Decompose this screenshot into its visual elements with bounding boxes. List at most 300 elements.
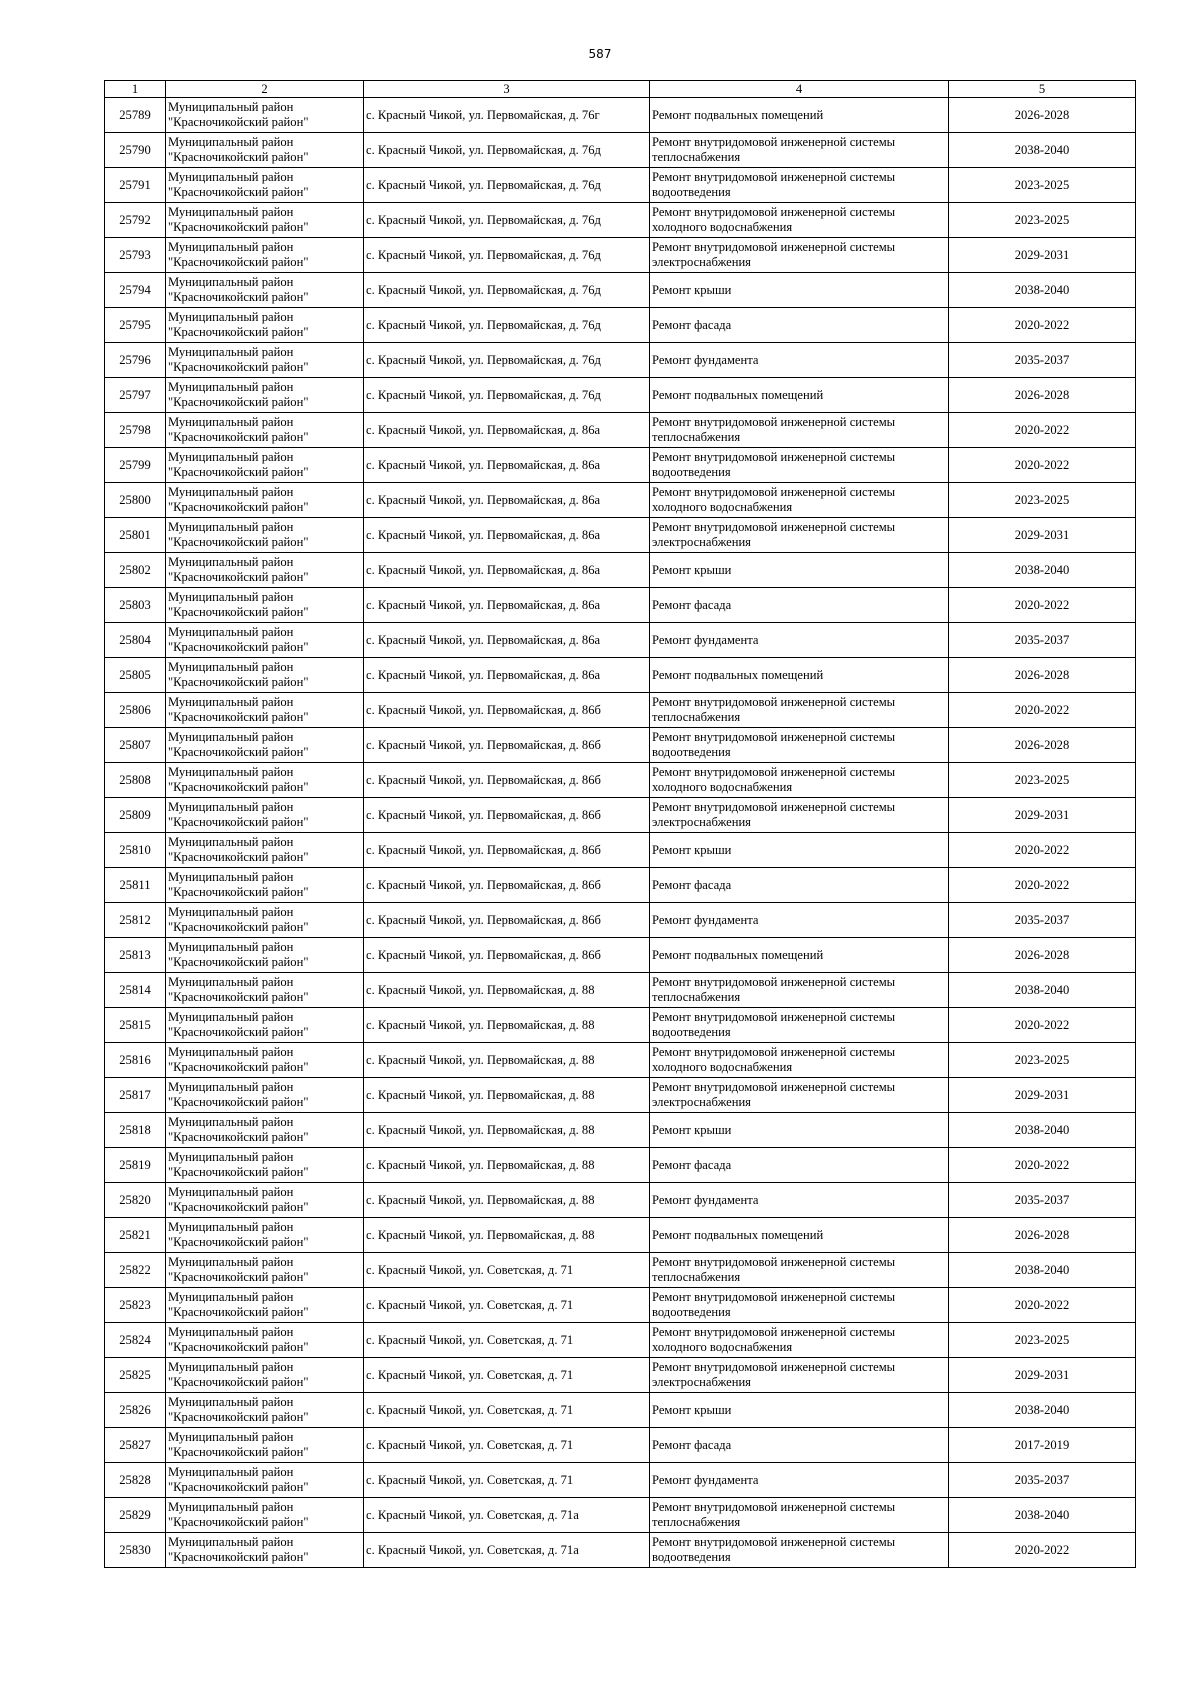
row-address: с. Красный Чикой, ул. Советская, д. 71а — [364, 1498, 650, 1533]
work-type-line: Ремонт внутридомовой инженерной системы — [652, 240, 896, 254]
row-number: 25822 — [105, 1253, 166, 1288]
row-number: 25794 — [105, 273, 166, 308]
district-line: "Красночикойский район" — [168, 1200, 309, 1214]
work-type-line: Ремонт внутридомовой инженерной системы — [652, 205, 896, 219]
row-period: 2038-2040 — [949, 1113, 1136, 1148]
row-district — [166, 938, 364, 973]
row-period: 2026-2028 — [949, 728, 1136, 763]
work-type-line: Ремонт фасада — [652, 597, 732, 612]
table-row — [105, 588, 1136, 623]
district-line: "Красночикойский район" — [168, 290, 309, 304]
row-work-type — [650, 1288, 949, 1323]
district-line: "Красночикойский район" — [168, 360, 309, 374]
row-district — [166, 448, 364, 483]
row-work-type — [650, 833, 949, 868]
table-row — [105, 203, 1136, 238]
row-work-type — [650, 623, 949, 658]
work-type-line: теплоснабжения — [652, 430, 741, 444]
row-number: 25803 — [105, 588, 166, 623]
row-district — [166, 833, 364, 868]
row-period: 2026-2028 — [949, 1218, 1136, 1253]
work-type-line: теплоснабжения — [652, 150, 741, 164]
row-work-type — [650, 1078, 949, 1113]
work-type-line: Ремонт внутридомовой инженерной системы — [652, 415, 896, 429]
district-line: "Красночикойский район" — [168, 115, 309, 129]
row-address: с. Красный Чикой, ул. Первомайская, д. 76д — [364, 133, 650, 168]
district-line: Муниципальный район — [168, 170, 294, 184]
row-number: 25797 — [105, 378, 166, 413]
row-period: 2020-2022 — [949, 413, 1136, 448]
row-work-type — [650, 1498, 949, 1533]
work-type-line: электроснабжения — [652, 815, 751, 829]
page-number: 587 — [588, 47, 612, 61]
row-work-type — [650, 938, 949, 973]
row-period: 2029-2031 — [949, 1358, 1136, 1393]
district-line: Муниципальный район — [168, 415, 294, 429]
district-line: Муниципальный район — [168, 310, 294, 324]
row-address: с. Красный Чикой, ул. Первомайская, д. 86а — [364, 553, 650, 588]
table-body — [105, 98, 1136, 1568]
row-period: 2029-2031 — [949, 1078, 1136, 1113]
work-type-line: Ремонт фасада — [652, 1437, 732, 1452]
work-type-line: Ремонт внутридомовой инженерной системы — [652, 1325, 896, 1339]
district-line: Муниципальный район — [168, 345, 294, 359]
district-line: Муниципальный район — [168, 1360, 294, 1374]
work-type-line: электроснабжения — [652, 1375, 751, 1389]
work-type-line: теплоснабжения — [652, 1270, 741, 1284]
capital-repair-table — [104, 80, 1136, 1568]
district-line: "Красночикойский район" — [168, 500, 309, 514]
row-number: 25811 — [105, 868, 166, 903]
work-type-line: электроснабжения — [652, 1095, 751, 1109]
table-row — [105, 1218, 1136, 1253]
row-number: 25828 — [105, 1463, 166, 1498]
row-period: 2035-2037 — [949, 1183, 1136, 1218]
work-type-line: Ремонт внутридомовой инженерной системы — [652, 695, 896, 709]
work-type-line: Ремонт крыши — [652, 1122, 732, 1137]
row-period: 2038-2040 — [949, 273, 1136, 308]
row-number: 25818 — [105, 1113, 166, 1148]
row-number: 25814 — [105, 973, 166, 1008]
district-line: "Красночикойский район" — [168, 1410, 309, 1424]
row-period: 2038-2040 — [949, 553, 1136, 588]
row-work-type — [650, 553, 949, 588]
row-work-type — [650, 168, 949, 203]
table-row — [105, 343, 1136, 378]
row-address: с. Красный Чикой, ул. Первомайская, д. 86б — [364, 798, 650, 833]
table-row — [105, 308, 1136, 343]
row-period: 2020-2022 — [949, 448, 1136, 483]
row-period: 2029-2031 — [949, 238, 1136, 273]
row-district — [166, 1323, 364, 1358]
work-type-line: Ремонт внутридомовой инженерной системы — [652, 1535, 896, 1549]
row-district — [166, 1463, 364, 1498]
row-number: 25798 — [105, 413, 166, 448]
table-row — [105, 448, 1136, 483]
work-type-line: Ремонт фундамента — [652, 1472, 759, 1487]
row-work-type — [650, 1463, 949, 1498]
table-row — [105, 1323, 1136, 1358]
district-line: "Красночикойский район" — [168, 1095, 309, 1109]
work-type-line: Ремонт крыши — [652, 842, 732, 857]
table-row — [105, 378, 1136, 413]
row-work-type — [650, 1113, 949, 1148]
work-type-line: водоотведения — [652, 1025, 731, 1039]
work-type-line: холодного водоснабжения — [652, 220, 793, 234]
work-type-line: водоотведения — [652, 465, 731, 479]
row-address: с. Красный Чикой, ул. Первомайская, д. 88 — [364, 1008, 650, 1043]
work-type-line: теплоснабжения — [652, 990, 741, 1004]
row-district — [166, 1078, 364, 1113]
table-row — [105, 1078, 1136, 1113]
district-line: Муниципальный район — [168, 205, 294, 219]
row-address: с. Красный Чикой, ул. Первомайская, д. 88 — [364, 1078, 650, 1113]
table-row — [105, 938, 1136, 973]
row-number: 25824 — [105, 1323, 166, 1358]
row-number: 25807 — [105, 728, 166, 763]
district-line: "Красночикойский район" — [168, 150, 309, 164]
row-work-type — [650, 448, 949, 483]
work-type-line: теплоснабжения — [652, 710, 741, 724]
district-line: Муниципальный район — [168, 1500, 294, 1514]
work-type-line: Ремонт крыши — [652, 1402, 732, 1417]
work-type-line: Ремонт фундамента — [652, 1192, 759, 1207]
row-district — [166, 133, 364, 168]
work-type-line: холодного водоснабжения — [652, 500, 793, 514]
row-address: с. Красный Чикой, ул. Первомайская, д. 76д — [364, 378, 650, 413]
row-work-type — [650, 273, 949, 308]
row-address: с. Красный Чикой, ул. Первомайская, д. 76д — [364, 308, 650, 343]
district-line: Муниципальный район — [168, 1395, 294, 1409]
row-district — [166, 903, 364, 938]
header-col-3: 3 — [364, 81, 650, 98]
row-district — [166, 168, 364, 203]
row-period: 2026-2028 — [949, 98, 1136, 133]
row-work-type — [650, 588, 949, 623]
district-line: "Красночикойский район" — [168, 920, 309, 934]
row-district — [166, 518, 364, 553]
row-address: с. Красный Чикой, ул. Первомайская, д. 86б — [364, 903, 650, 938]
row-address: с. Красный Чикой, ул. Советская, д. 71 — [364, 1463, 650, 1498]
table-row — [105, 1288, 1136, 1323]
table-row — [105, 658, 1136, 693]
district-line: Муниципальный район — [168, 940, 294, 954]
district-line: Муниципальный район — [168, 1045, 294, 1059]
row-work-type — [650, 1183, 949, 1218]
row-number: 25819 — [105, 1148, 166, 1183]
district-line: Муниципальный район — [168, 1220, 294, 1234]
table-row — [105, 518, 1136, 553]
district-line: "Красночикойский район" — [168, 395, 309, 409]
district-line: Муниципальный район — [168, 1255, 294, 1269]
row-address: с. Красный Чикой, ул. Советская, д. 71 — [364, 1288, 650, 1323]
work-type-line: Ремонт фундамента — [652, 632, 759, 647]
row-work-type — [650, 903, 949, 938]
row-district — [166, 483, 364, 518]
row-number: 25806 — [105, 693, 166, 728]
row-address: с. Красный Чикой, ул. Первомайская, д. 86б — [364, 833, 650, 868]
row-period: 2020-2022 — [949, 1533, 1136, 1568]
table-row — [105, 98, 1136, 133]
row-number: 25802 — [105, 553, 166, 588]
row-number: 25801 — [105, 518, 166, 553]
row-work-type — [650, 203, 949, 238]
row-work-type — [650, 728, 949, 763]
work-type-line: Ремонт внутридомовой инженерной системы — [652, 135, 896, 149]
work-type-line: водоотведения — [652, 1305, 731, 1319]
table-row — [105, 1428, 1136, 1463]
district-line: "Красночикойский район" — [168, 885, 309, 899]
work-type-line: Ремонт фундамента — [652, 352, 759, 367]
district-line: "Красночикойский район" — [168, 535, 309, 549]
row-period: 2038-2040 — [949, 973, 1136, 1008]
district-line: Муниципальный район — [168, 660, 294, 674]
row-work-type — [650, 378, 949, 413]
row-district — [166, 1428, 364, 1463]
table-row — [105, 1533, 1136, 1568]
work-type-line: холодного водоснабжения — [652, 780, 793, 794]
work-type-line: Ремонт внутридомовой инженерной системы — [652, 1010, 896, 1024]
row-work-type — [650, 1358, 949, 1393]
district-line: Муниципальный район — [168, 1185, 294, 1199]
table-row — [105, 728, 1136, 763]
work-type-line: Ремонт внутридомовой инженерной системы — [652, 170, 896, 184]
row-address: с. Красный Чикой, ул. Советская, д. 71 — [364, 1358, 650, 1393]
row-work-type — [650, 238, 949, 273]
district-line: "Красночикойский район" — [168, 1375, 309, 1389]
district-line: Муниципальный район — [168, 765, 294, 779]
row-district — [166, 1148, 364, 1183]
row-address: с. Красный Чикой, ул. Советская, д. 71 — [364, 1428, 650, 1463]
district-line: Муниципальный район — [168, 905, 294, 919]
work-type-line: холодного водоснабжения — [652, 1340, 793, 1354]
row-period: 2026-2028 — [949, 378, 1136, 413]
row-address: с. Красный Чикой, ул. Первомайская, д. 88 — [364, 1043, 650, 1078]
row-work-type — [650, 1148, 949, 1183]
row-work-type — [650, 658, 949, 693]
row-address: с. Красный Чикой, ул. Первомайская, д. 86б — [364, 938, 650, 973]
row-work-type — [650, 973, 949, 1008]
row-number: 25804 — [105, 623, 166, 658]
district-line: "Красночикойский район" — [168, 1270, 309, 1284]
row-district — [166, 1533, 364, 1568]
work-type-line: Ремонт внутридомовой инженерной системы — [652, 1500, 896, 1514]
row-address: с. Красный Чикой, ул. Первомайская, д. 86б — [364, 868, 650, 903]
row-number: 25815 — [105, 1008, 166, 1043]
row-address: с. Красный Чикой, ул. Первомайская, д. 76д — [364, 168, 650, 203]
table-row — [105, 553, 1136, 588]
district-line: "Красночикойский район" — [168, 815, 309, 829]
row-address: с. Красный Чикой, ул. Первомайская, д. 76д — [364, 203, 650, 238]
header-col-5: 5 — [949, 81, 1136, 98]
district-line: "Красночикойский район" — [168, 325, 309, 339]
row-district — [166, 1358, 364, 1393]
row-work-type — [650, 308, 949, 343]
row-address: с. Красный Чикой, ул. Первомайская, д. 86а — [364, 658, 650, 693]
district-line: "Красночикойский район" — [168, 710, 309, 724]
row-district — [166, 868, 364, 903]
row-district — [166, 378, 364, 413]
district-line: "Красночикойский район" — [168, 850, 309, 864]
row-address: с. Красный Чикой, ул. Первомайская, д. 76д — [364, 273, 650, 308]
row-work-type — [650, 133, 949, 168]
district-line: "Красночикойский район" — [168, 1445, 309, 1459]
district-line: "Красночикойский район" — [168, 1130, 309, 1144]
row-period: 2029-2031 — [949, 798, 1136, 833]
row-number: 25813 — [105, 938, 166, 973]
table-row — [105, 623, 1136, 658]
district-line: "Красночикойский район" — [168, 1305, 309, 1319]
row-number: 25793 — [105, 238, 166, 273]
row-district — [166, 203, 364, 238]
work-type-line: электроснабжения — [652, 535, 751, 549]
row-work-type — [650, 1323, 949, 1358]
row-period: 2020-2022 — [949, 1008, 1136, 1043]
row-number: 25816 — [105, 1043, 166, 1078]
row-address: с. Красный Чикой, ул. Первомайская, д. 86а — [364, 518, 650, 553]
district-line: Муниципальный район — [168, 1325, 294, 1339]
row-number: 25795 — [105, 308, 166, 343]
row-district — [166, 1498, 364, 1533]
work-type-line: Ремонт внутридомовой инженерной системы — [652, 1045, 896, 1059]
table-row — [105, 1148, 1136, 1183]
table-row — [105, 1008, 1136, 1043]
district-line: Муниципальный район — [168, 695, 294, 709]
district-line: Муниципальный район — [168, 625, 294, 639]
table-row — [105, 1043, 1136, 1078]
row-address: с. Красный Чикой, ул. Первомайская, д. 86а — [364, 413, 650, 448]
district-line: "Красночикойский район" — [168, 1480, 309, 1494]
row-district — [166, 1288, 364, 1323]
work-type-line: Ремонт внутридомовой инженерной системы — [652, 1255, 896, 1269]
row-address: с. Красный Чикой, ул. Советская, д. 71 — [364, 1323, 650, 1358]
row-district — [166, 413, 364, 448]
district-line: "Красночикойский район" — [168, 185, 309, 199]
district-line: Муниципальный район — [168, 240, 294, 254]
header-col-1: 1 — [105, 81, 166, 98]
row-district — [166, 798, 364, 833]
row-address: с. Красный Чикой, ул. Первомайская, д. 76д — [364, 343, 650, 378]
district-line: "Красночикойский район" — [168, 675, 309, 689]
work-type-line: Ремонт внутридомовой инженерной системы — [652, 975, 896, 989]
row-address: с. Красный Чикой, ул. Первомайская, д. 86а — [364, 623, 650, 658]
row-district — [166, 623, 364, 658]
row-period: 2020-2022 — [949, 693, 1136, 728]
district-line: Муниципальный район — [168, 100, 294, 114]
row-address: с. Красный Чикой, ул. Первомайская, д. 86б — [364, 763, 650, 798]
work-type-line: водоотведения — [652, 1550, 731, 1564]
district-line: Муниципальный район — [168, 275, 294, 289]
row-work-type — [650, 1428, 949, 1463]
row-number: 25812 — [105, 903, 166, 938]
district-line: Муниципальный район — [168, 520, 294, 534]
row-district — [166, 1043, 364, 1078]
row-number: 25830 — [105, 1533, 166, 1568]
district-line: "Красночикойский район" — [168, 955, 309, 969]
row-period: 2038-2040 — [949, 1393, 1136, 1428]
row-number: 25827 — [105, 1428, 166, 1463]
row-district — [166, 1008, 364, 1043]
work-type-line: Ремонт внутридомовой инженерной системы — [652, 730, 896, 744]
table-row — [105, 273, 1136, 308]
table-row — [105, 1253, 1136, 1288]
row-period: 2038-2040 — [949, 133, 1136, 168]
district-line: Муниципальный район — [168, 730, 294, 744]
district-line: "Красночикойский район" — [168, 990, 309, 1004]
row-number: 25800 — [105, 483, 166, 518]
row-district — [166, 273, 364, 308]
row-address: с. Красный Чикой, ул. Первомайская, д. 86б — [364, 728, 650, 763]
row-address: с. Красный Чикой, ул. Первомайская, д. 88 — [364, 1113, 650, 1148]
row-period: 2023-2025 — [949, 1323, 1136, 1358]
row-work-type — [650, 1253, 949, 1288]
work-type-line: Ремонт подвальных помещений — [652, 107, 824, 122]
row-period: 2035-2037 — [949, 623, 1136, 658]
row-number: 25810 — [105, 833, 166, 868]
work-type-line: теплоснабжения — [652, 1515, 741, 1529]
row-number: 25817 — [105, 1078, 166, 1113]
district-line: "Красночикойский район" — [168, 1060, 309, 1074]
work-type-line: Ремонт внутридомовой инженерной системы — [652, 485, 896, 499]
row-period: 2020-2022 — [949, 1288, 1136, 1323]
district-line: "Красночикойский район" — [168, 1550, 309, 1564]
district-line: Муниципальный район — [168, 1150, 294, 1164]
table-row — [105, 168, 1136, 203]
district-line: Муниципальный район — [168, 870, 294, 884]
district-line: "Красночикойский район" — [168, 1515, 309, 1529]
work-type-line: Ремонт подвальных помещений — [652, 1227, 824, 1242]
row-number: 25821 — [105, 1218, 166, 1253]
district-line: "Красночикойский район" — [168, 465, 309, 479]
row-district — [166, 238, 364, 273]
row-work-type — [650, 413, 949, 448]
table-row — [105, 1113, 1136, 1148]
row-number: 25791 — [105, 168, 166, 203]
row-period: 2035-2037 — [949, 343, 1136, 378]
row-district — [166, 1253, 364, 1288]
work-type-line: Ремонт внутридомовой инженерной системы — [652, 800, 896, 814]
row-address: с. Красный Чикой, ул. Первомайская, д. 86а — [364, 483, 650, 518]
row-period: 2020-2022 — [949, 1148, 1136, 1183]
work-type-line: водоотведения — [652, 185, 731, 199]
district-line: Муниципальный район — [168, 1010, 294, 1024]
row-district — [166, 1218, 364, 1253]
row-address: с. Красный Чикой, ул. Первомайская, д. 88 — [364, 1183, 650, 1218]
row-number: 25825 — [105, 1358, 166, 1393]
row-address: с. Красный Чикой, ул. Первомайская, д. 76г — [364, 98, 650, 133]
district-line: Муниципальный район — [168, 135, 294, 149]
row-period: 2035-2037 — [949, 903, 1136, 938]
district-line: Муниципальный район — [168, 485, 294, 499]
district-line: "Красночикойский район" — [168, 745, 309, 759]
district-line: Муниципальный район — [168, 1290, 294, 1304]
row-address: с. Красный Чикой, ул. Первомайская, д. 88 — [364, 1148, 650, 1183]
district-line: Муниципальный район — [168, 800, 294, 814]
district-line: "Красночикойский район" — [168, 220, 309, 234]
row-period: 2029-2031 — [949, 518, 1136, 553]
row-district — [166, 308, 364, 343]
table-row — [105, 1498, 1136, 1533]
row-number: 25826 — [105, 1393, 166, 1428]
row-address: с. Красный Чикой, ул. Советская, д. 71 — [364, 1253, 650, 1288]
work-type-line: Ремонт подвальных помещений — [652, 387, 824, 402]
row-number: 25792 — [105, 203, 166, 238]
work-type-line: Ремонт внутридомовой инженерной системы — [652, 1360, 896, 1374]
row-number: 25796 — [105, 343, 166, 378]
row-period: 2035-2037 — [949, 1463, 1136, 1498]
table-row — [105, 1358, 1136, 1393]
row-work-type — [650, 693, 949, 728]
